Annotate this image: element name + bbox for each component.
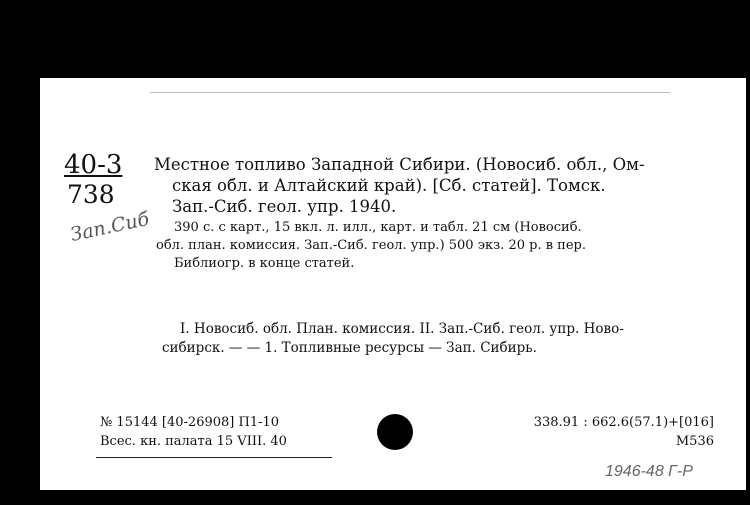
handwritten-note: Зап.Сиб [68, 207, 152, 247]
description-line1: 390 с. с карт., 15 вкл. л. илл., карт. и табл. 21 см (Новосиб. [174, 220, 582, 235]
description-line3: Библиогр. в конце статей. [174, 256, 355, 271]
tracings-block [162, 320, 712, 358]
title-line2: ская обл. и Алтайский край). [Сб. статей]. Томск. [172, 176, 606, 195]
scan-speck-line [150, 92, 670, 93]
footer-left [100, 413, 287, 451]
call-number-line1: 40-3 [64, 150, 123, 180]
tracing-line1: I. Новосиб. обл. План. комиссия. II. Зап.-Сиб. геол. упр. Ново- [180, 321, 624, 337]
tracing-line2: сибирск. — — 1. Топливные ресурсы — Зап. Сибирь. [162, 340, 537, 356]
punch-hole [377, 414, 413, 450]
classification-index: 338.91 : 662.6(57.1)+[016] [533, 415, 714, 430]
catalog-card [40, 78, 746, 490]
title-block [154, 154, 714, 217]
call-number [64, 150, 152, 247]
call-number-line2: 738 [67, 180, 115, 209]
book-chamber: Всес. кн. палата 15 VIII. 40 [100, 434, 287, 449]
title-line3: Зап.-Сиб. геол. упр. 1940. [172, 197, 397, 216]
pencil-note: 1946-48 Г-Р [605, 463, 693, 480]
description-block [156, 219, 722, 273]
title-line1: Местное топливо Западной Сибири. (Новосиб. обл., Ом- [154, 155, 645, 174]
footer-right [534, 413, 714, 451]
record-number: № 15144 [40-26908] П1-10 [100, 415, 280, 430]
description-line2: обл. план. комиссия. Зап.-Сиб. геол. упр.) 500 экз. 20 р. в пер. [156, 238, 586, 253]
footer-rule [96, 457, 332, 458]
author-code: М536 [675, 434, 714, 449]
